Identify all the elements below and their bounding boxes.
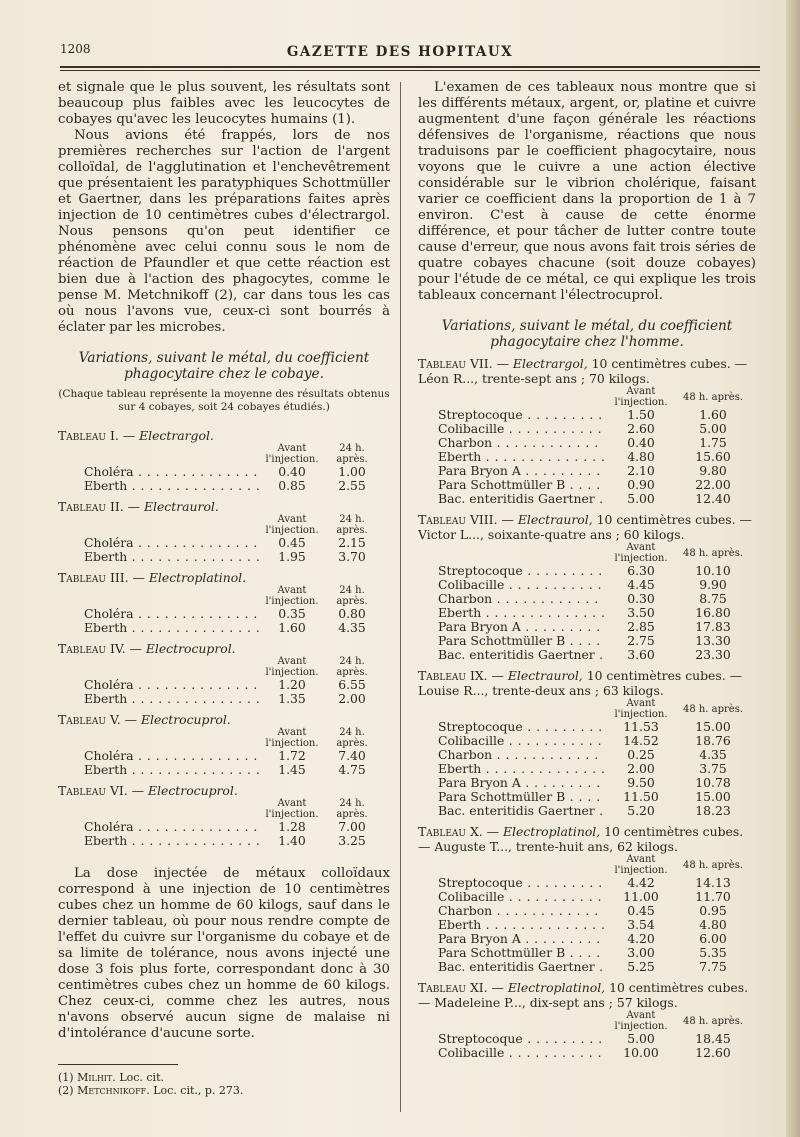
value-before: 0.45: [627, 903, 655, 918]
table-row: [438, 720, 748, 734]
value-after: 10.10: [695, 563, 731, 578]
value-after: 0.95: [699, 903, 727, 918]
row-label: Bac. enteritidis Gaertner . . .: [438, 960, 604, 974]
col-header-after: 48 h. après.: [682, 1015, 744, 1027]
row-label: Choléra . . .: [84, 536, 262, 550]
table-row: [438, 890, 748, 904]
col-header-before: Avant l'injection.: [265, 443, 319, 465]
value-after: 2.15: [338, 535, 366, 550]
paragraph: Nous avions été frappés, lors de nos premières recherches sur l'action de l'argent colloïdal, de l'agglutination et l'enchevêtrement que présentaient les paratyphiques Schottmüller et Gaertner, dans les préparations faites après injection de 10 centimètres cubes d'électrargol. Nous pensons qu'on peut identifier ce phénomène avec celui connu sous le nom de réaction de Pfaundler et que cette réaction est bien due à l'action des phagocytes, comme le pense M. Metchnikoff (2), car dans tous les cas où nous l'avons vue, ceux-ci sont bourrés à éclater par les microbes.: [58, 128, 390, 335]
col-header-after: 24 h. après.: [336, 443, 368, 465]
value-after: 1.60: [699, 407, 727, 422]
table-label: Tableau XI.: [418, 980, 488, 995]
table-agent: Electroplatinol,: [503, 824, 601, 839]
table-title: Tableau III. — Electroplatinol.: [58, 570, 247, 585]
row-label: Para Bryon A . . .: [438, 932, 604, 946]
data-table: [84, 727, 382, 777]
table-label: Tableau VIII.: [418, 512, 498, 527]
row-label: Eberth . . .: [438, 762, 604, 776]
table-agent: Electraurol,: [507, 668, 583, 683]
row-label: Bac. enteritidis Gaertner . . .: [438, 804, 604, 818]
value-after: 4.80: [699, 917, 727, 932]
table-row: [438, 606, 748, 620]
table-row: [84, 607, 382, 621]
table-row: [438, 876, 748, 890]
col-header-before: Avant l'injection.: [265, 727, 319, 749]
paragraph: et signale que le plus souvent, les résultats sont beaucoup plus faibles avec les leucocytes de cobayes qu'avec les leucocytes humains (1).: [58, 80, 390, 127]
table-title: Tableau I. — Electrargol.: [58, 428, 214, 443]
table-row: [438, 478, 748, 492]
value-after: 18.45: [695, 1031, 731, 1046]
left-column: [58, 80, 390, 1097]
table-label: Tableau I.: [58, 428, 119, 443]
col-header-after: 48 h. après.: [682, 391, 744, 403]
value-after: 13.30: [695, 633, 731, 648]
value-before: 5.20: [627, 803, 655, 818]
value-after: 16.80: [695, 605, 731, 620]
footnote-author: Milhit.: [77, 1071, 116, 1084]
table-agent: Electrocuprol.: [140, 712, 231, 727]
footnote-ref: Loc. cit.: [119, 1071, 164, 1084]
value-after: 0.80: [338, 606, 366, 621]
value-before: 0.30: [627, 591, 655, 606]
table-block: [418, 824, 756, 974]
value-before: 3.60: [627, 647, 655, 662]
table-row: [438, 564, 748, 578]
value-after: 10.78: [695, 775, 731, 790]
value-after: 5.35: [699, 945, 727, 960]
value-before: 0.35: [278, 606, 306, 621]
value-before: 1.95: [278, 549, 306, 564]
value-after: 9.80: [699, 463, 727, 478]
value-after: 22.00: [695, 477, 731, 492]
col-header-before: Avant l'injection.: [614, 854, 668, 876]
value-before: 4.45: [627, 577, 655, 592]
table-label: Tableau IV.: [58, 641, 126, 656]
section-title: Variations, suivant le métal, du coefficient phagocytaire chez le cobaye.: [78, 350, 370, 382]
value-before: 0.45: [278, 535, 306, 550]
col-header-before: Avant l'injection.: [265, 585, 319, 607]
row-label: Charbon . . .: [438, 748, 604, 762]
data-table: [84, 514, 382, 564]
row-label: Streptocoque . . .: [438, 1032, 604, 1046]
value-before: 2.00: [627, 761, 655, 776]
row-label: Colibacille . . .: [438, 734, 604, 748]
footnote-ref: Loc. cit., p. 273.: [153, 1084, 244, 1097]
value-after: 1.75: [699, 435, 727, 450]
table-row: [438, 492, 748, 506]
col-header-blank: [84, 443, 262, 465]
table-label: Tableau V.: [58, 712, 121, 727]
col-header-blank: [84, 585, 262, 607]
row-label: Para Schottmüller B . . .: [438, 790, 604, 804]
footnote-author: Metchnikoff.: [77, 1084, 150, 1097]
data-table: [84, 585, 382, 635]
table-row: [438, 464, 748, 478]
col-header-after: 24 h. après.: [336, 514, 368, 536]
col-header-after: 24 h. après.: [336, 727, 368, 749]
row-label: Para Bryon A . . .: [438, 464, 604, 478]
value-before: 1.20: [278, 677, 306, 692]
col-header-blank: [438, 854, 604, 876]
table-row: [438, 578, 748, 592]
data-table: [438, 698, 748, 818]
row-label: Para Bryon A . . .: [438, 776, 604, 790]
table-label: Tableau IX.: [418, 668, 488, 683]
row-label: Choléra . . .: [84, 749, 262, 763]
value-before: 3.50: [627, 605, 655, 620]
value-after: 8.75: [699, 591, 727, 606]
row-label: Bac. enteritidis Gaertner . . .: [438, 648, 604, 662]
value-before: 0.40: [627, 435, 655, 450]
value-after: 2.55: [338, 478, 366, 493]
journal-title: GAZETTE DES HOPITAUX: [286, 44, 514, 60]
row-label: Choléra . . .: [84, 607, 262, 621]
value-after: 6.55: [338, 677, 366, 692]
table-row: [84, 479, 382, 493]
value-before: 1.60: [278, 620, 306, 635]
table-row: [438, 734, 748, 748]
table-row: [438, 1032, 748, 1046]
data-table: [438, 854, 748, 974]
page-edge-shadow: [786, 0, 800, 1137]
paragraph: La dose injectée de métaux colloïdaux correspond à une injection de 10 centimètres cubes chez un homme de 60 kilogs, sauf dans le dernier tableau, où pour nous rendre compte de l'effet du cuivre sur l'organisme du cobaye et de sa limite de tolérance, nous avons injecté une dose 3 fois plus forte, correspondant donc à 30 centimètres cubes chez un homme de 60 kilogs. Chez ceux-ci, comme chez les autres, nous n'avons observé aucun signe de malaise ni d'intolérance d'aucune sorte.: [58, 866, 390, 1041]
col-header-after: 24 h. après.: [336, 585, 368, 607]
col-header-before: Avant l'injection.: [614, 386, 668, 408]
table-block: [418, 668, 756, 818]
table-row: [438, 1046, 748, 1060]
value-after: 23.30: [695, 647, 731, 662]
value-after: 3.70: [338, 549, 366, 564]
table-row: [438, 946, 748, 960]
table-title: Tableau VIII. — Electraurol, 10 centimètres cubes. — Victor L..., soixante-quatre ans ; 60 kilogs.: [418, 512, 752, 542]
col-header-blank: [84, 727, 262, 749]
col-header-blank: [84, 514, 262, 536]
value-after: 7.00: [338, 819, 366, 834]
section-note: (Chaque tableau représente la moyenne des résultats obtenus sur 4 cobayes, soit 24 cobayes étudiés.): [58, 388, 390, 413]
table-row: [438, 748, 748, 762]
table-row: [438, 960, 748, 974]
value-after: 9.90: [699, 577, 727, 592]
value-before: 11.50: [623, 789, 659, 804]
value-before: 2.75: [627, 633, 655, 648]
table-label: Tableau VI.: [58, 783, 128, 798]
table-row: [84, 820, 382, 834]
row-label: Eberth . . .: [84, 834, 262, 848]
table-block: [58, 499, 390, 564]
table-label: Tableau X.: [418, 824, 483, 839]
value-after: 5.00: [699, 421, 727, 436]
col-header-before: Avant l'injection.: [265, 798, 319, 820]
value-before: 1.40: [278, 833, 306, 848]
col-header-before: Avant l'injection.: [614, 542, 668, 564]
table-title: Tableau VII. — Electrargol, 10 centimètres cubes. — Léon R..., trente-sept ans ; 70 kilogs.: [418, 356, 747, 386]
value-after: 17.83: [695, 619, 731, 634]
table-title: Tableau II. — Electraurol.: [58, 499, 219, 514]
table-row: [438, 634, 748, 648]
table-row: [438, 450, 748, 464]
table-block: [418, 980, 756, 1060]
table-row: [438, 804, 748, 818]
value-before: 4.20: [627, 931, 655, 946]
value-after: 4.35: [699, 747, 727, 762]
table-row: [438, 408, 748, 422]
table-row: [438, 620, 748, 634]
row-label: Streptocoque . . .: [438, 876, 604, 890]
value-after: 12.40: [695, 491, 731, 506]
table-agent: Electrocuprol.: [145, 641, 236, 656]
col-header-after: 48 h. après.: [682, 859, 744, 871]
table-row: [84, 550, 382, 564]
col-header-blank: [84, 656, 262, 678]
row-label: Eberth . . .: [84, 692, 262, 706]
value-before: 10.00: [623, 1045, 659, 1060]
header-rule-thin: [60, 70, 760, 71]
table-row: [84, 465, 382, 479]
col-header-blank: [438, 386, 604, 408]
table-agent: Electroplatinol,: [507, 980, 606, 995]
value-before: 14.52: [623, 733, 659, 748]
page-number: 1208: [60, 42, 91, 56]
column-divider: [400, 82, 401, 1112]
table-block: [58, 641, 390, 706]
table-title: Tableau XI. — Electroplatinol, 10 centimètres cubes. — Madeleine P..., dix-sept ans ; 57 kilogs.: [418, 980, 749, 1010]
data-table: [84, 443, 382, 493]
value-before: 2.60: [627, 421, 655, 436]
footnote-number: (1): [58, 1071, 74, 1084]
table-title: Tableau V. — Electrocuprol.: [58, 712, 231, 727]
table-block: [58, 428, 390, 493]
value-after: 15.00: [695, 719, 731, 734]
value-after: 15.60: [695, 449, 731, 464]
value-before: 0.85: [278, 478, 306, 493]
data-table: [438, 1010, 748, 1060]
table-title: Tableau IV. — Electrocuprol.: [58, 641, 236, 656]
value-before: 0.25: [627, 747, 655, 762]
col-header-after: 48 h. après.: [682, 703, 744, 715]
table-agent: Electraurol.: [143, 499, 219, 514]
col-header-blank: [438, 542, 604, 564]
row-label: Eberth . . .: [438, 918, 604, 932]
footnote-rule: [58, 1064, 178, 1065]
footnote-number: (2): [58, 1084, 74, 1097]
value-before: 1.45: [278, 762, 306, 777]
value-after: 14.13: [695, 875, 731, 890]
table-row: [438, 904, 748, 918]
value-before: 0.40: [278, 464, 306, 479]
row-label: Colibacille . . .: [438, 578, 604, 592]
row-label: Eberth . . .: [438, 606, 604, 620]
table-title: Tableau X. — Electroplatinol, 10 centimètres cubes. — Auguste T..., trente-huit ans, 62 kilogs.: [418, 824, 744, 854]
table-agent: Electroplatinol.: [148, 570, 247, 585]
table-agent: Electrocuprol.: [148, 783, 238, 798]
value-after: 15.00: [695, 789, 731, 804]
row-label: Eberth . . .: [438, 450, 604, 464]
row-label: Bac. enteritidis Gaertner . . .: [438, 492, 604, 506]
table-row: [84, 692, 382, 706]
right-column: [418, 80, 756, 1060]
table-block: [418, 512, 756, 662]
header-rule-thick: [60, 66, 760, 68]
value-before: 5.00: [627, 491, 655, 506]
col-header-blank: [438, 698, 604, 720]
table-row: [84, 621, 382, 635]
table-agent: Electrargol,: [512, 356, 588, 371]
value-after: 18.76: [695, 733, 731, 748]
table-description: 10 centimètres cubes. — Léon R..., trente-sept ans ; 70 kilogs.: [418, 356, 747, 386]
table-row: [438, 932, 748, 946]
value-before: 6.30: [627, 563, 655, 578]
row-label: Charbon . . .: [438, 436, 604, 450]
table-row: [84, 749, 382, 763]
row-label: Charbon . . .: [438, 904, 604, 918]
row-label: Colibacille . . .: [438, 1046, 604, 1060]
data-table: [438, 542, 748, 662]
value-before: 3.00: [627, 945, 655, 960]
value-after: 3.25: [338, 833, 366, 848]
col-header-after: 24 h. après.: [336, 656, 368, 678]
data-table: [438, 386, 748, 506]
row-label: Streptocoque . . .: [438, 564, 604, 578]
footnote: [58, 1071, 390, 1084]
section-title: Variations, suivant le métal, du coefficient phagocytaire chez l'homme.: [441, 318, 733, 350]
value-before: 11.00: [623, 889, 659, 904]
table-description: 10 centimètres cubes. — Louise R..., trente-deux ans ; 63 kilogs.: [418, 668, 743, 698]
table-title: Tableau IX. — Electraurol, 10 centimètres cubes. — Louise R..., trente-deux ans ; 63 kilogs.: [418, 668, 743, 698]
paragraph: L'examen de ces tableaux nous montre que si les différents métaux, argent, or, platine et cuivre augmentent d'une façon générale les réactions défensives de l'organisme, réactions que nous traduisons par le coefficient phagocytaire, nous voyons que le cuivre a une action élective considérable sur le vibrion cholérique, faisant varier ce coefficient dans la proportion de 1 à 7 environ. C'est à cause de cette énorme différence, et pour tâcher de lutter contre toute cause d'erreur, que nous avons fait trois séries de quatre cobayes chacune (soit douze cobayes) pour l'étude de ce métal, ce qui explique les trois tableaux concernant l'électrocuprol.: [418, 80, 756, 303]
row-label: Streptocoque . . .: [438, 408, 604, 422]
data-table: [84, 798, 382, 848]
table-description: 10 centimètres cubes. — Victor L..., soixante-quatre ans ; 60 kilogs.: [418, 512, 752, 542]
value-before: 4.80: [627, 449, 655, 464]
row-label: Choléra . . .: [84, 820, 262, 834]
row-label: Eberth . . .: [84, 550, 262, 564]
table-title: Tableau VI. — Electrocuprol.: [58, 783, 238, 798]
table-description: 10 centimètres cubes. — Auguste T..., trente-huit ans, 62 kilogs.: [418, 824, 744, 854]
table-block: [58, 783, 390, 848]
row-label: Colibacille . . .: [438, 422, 604, 436]
table-label: Tableau VII.: [418, 356, 493, 371]
col-header-before: Avant l'injection.: [265, 656, 319, 678]
value-after: 3.75: [699, 761, 727, 776]
table-block: [58, 712, 390, 777]
value-before: 9.50: [627, 775, 655, 790]
table-row: [84, 834, 382, 848]
value-before: 1.35: [278, 691, 306, 706]
table-agent: Electraurol,: [517, 512, 593, 527]
row-label: Eberth . . .: [84, 621, 262, 635]
value-before: 5.25: [627, 959, 655, 974]
table-row: [438, 918, 748, 932]
col-header-after: 24 h. après.: [336, 798, 368, 820]
value-after: 7.40: [338, 748, 366, 763]
table-label: Tableau II.: [58, 499, 124, 514]
value-before: 4.42: [627, 875, 655, 890]
footnote: [58, 1084, 390, 1097]
table-row: [84, 536, 382, 550]
col-header-before: Avant l'injection.: [614, 1010, 668, 1032]
page-header: [40, 40, 760, 72]
value-after: 7.75: [699, 959, 727, 974]
col-header-after: 48 h. après.: [682, 547, 744, 559]
value-after: 6.00: [699, 931, 727, 946]
table-row: [438, 762, 748, 776]
value-before: 1.50: [627, 407, 655, 422]
row-label: Charbon . . .: [438, 592, 604, 606]
value-after: 18.23: [695, 803, 731, 818]
table-description: 10 centimètres cubes. — Madeleine P..., dix-sept ans ; 57 kilogs.: [418, 980, 749, 1010]
row-label: Para Schottmüller B . . .: [438, 946, 604, 960]
row-label: Para Bryon A . . .: [438, 620, 604, 634]
value-before: 5.00: [627, 1031, 655, 1046]
table-row: [84, 763, 382, 777]
value-before: 2.10: [627, 463, 655, 478]
value-after: 4.75: [338, 762, 366, 777]
value-before: 1.72: [278, 748, 306, 763]
col-header-before: Avant l'injection.: [265, 514, 319, 536]
value-before: 3.54: [627, 917, 655, 932]
table-label: Tableau III.: [58, 570, 129, 585]
row-label: Eberth . . .: [84, 479, 262, 493]
value-before: 1.28: [278, 819, 306, 834]
table-block: [418, 356, 756, 506]
value-after: 11.70: [695, 889, 731, 904]
row-label: Eberth . . .: [84, 763, 262, 777]
value-before: 11.53: [623, 719, 659, 734]
row-label: Colibacille . . .: [438, 890, 604, 904]
data-table: [84, 656, 382, 706]
row-label: Choléra . . .: [84, 465, 262, 479]
value-after: 12.60: [695, 1045, 731, 1060]
col-header-blank: [438, 1010, 604, 1032]
table-row: [438, 422, 748, 436]
row-label: Choléra . . .: [84, 678, 262, 692]
row-label: Para Schottmüller B . . .: [438, 634, 604, 648]
table-row: [438, 776, 748, 790]
value-before: 0.90: [627, 477, 655, 492]
table-agent: Electrargol.: [139, 428, 214, 443]
table-row: [438, 592, 748, 606]
table-row: [438, 790, 748, 804]
table-row: [438, 648, 748, 662]
table-row: [84, 678, 382, 692]
col-header-before: Avant l'injection.: [614, 698, 668, 720]
col-header-blank: [84, 798, 262, 820]
value-after: 1.00: [338, 464, 366, 479]
table-row: [438, 436, 748, 450]
table-block: [58, 570, 390, 635]
value-before: 2.85: [627, 619, 655, 634]
value-after: 2.00: [338, 691, 366, 706]
value-after: 4.35: [338, 620, 366, 635]
row-label: Para Schottmüller B . . .: [438, 478, 604, 492]
row-label: Streptocoque . . .: [438, 720, 604, 734]
